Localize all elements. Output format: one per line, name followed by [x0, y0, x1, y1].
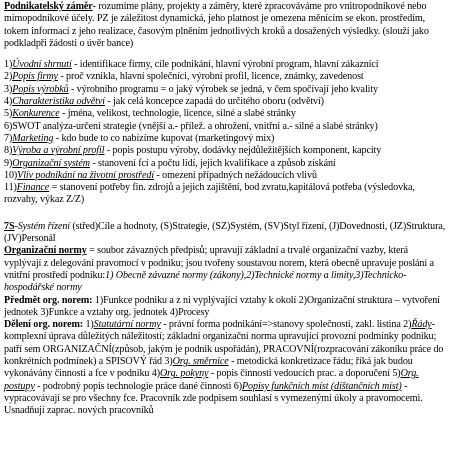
item-text: = stanovení potřeby fin. zdrojů a jejich zajištění, bod zvratu,kapitálová potřeba (výsledovka, rozvahy, výkaz Z/Z) — [4, 182, 415, 206]
subject-heading: Předmět org. norem: — [4, 294, 93, 306]
item-label: Vliv podnikání na životní prostředí — [17, 169, 155, 181]
item-text: SWOT analýza-určení strategie (vnější a.- přílež. a ohrožení, vnitřní a.- silné a slabé stránky) — [12, 120, 378, 132]
subject-text: 1)Funkce podniku a z ni vyplývající vztahy k okolí 2)Organizační struktura – vytvoření jednotek 3)Funkce a vztahy org. jednotek 4)Procesy — [4, 294, 440, 318]
org-norms-heading: Organizační normy — [4, 245, 87, 257]
plan-item-8 — [4, 145, 446, 157]
org-norms-list: 1) Obecně závazné normy (zákony),2)Technické normy a limity,3)Technicko-hospodářské normy — [4, 269, 407, 294]
item-text: - stanovení fcí a počtu lidí, jejich kvalifikace a způsob získání — [89, 157, 336, 169]
division-text: - metodická konkretizace řádu; říká jak budou vykonávány činnosti a fce v podniku 4) — [4, 356, 413, 380]
plan-item-10 — [4, 170, 446, 182]
item-number: 9) — [4, 157, 13, 169]
item-text: - popis postupu výroby, dodávky nejdůležitějších komponent, kapcity — [104, 145, 382, 157]
intro-section — [4, 0, 446, 50]
item-label: Marketing — [12, 132, 54, 144]
item-text: - výrobního programu = o jaký výrobek se jedná, v čem spočívají jeho kvality — [68, 83, 378, 95]
item-number: 3) — [4, 83, 13, 95]
item-label: Popis výrobků — [12, 83, 69, 95]
item-text: - omezení případných nežádoucích vlivů — [154, 169, 317, 181]
seven-s-text: (střed)Cíle a hodnoty, (S)Strategie, (SZ)Systém, (SV)Styl řízení, (J)Dovednosti, (JZ)Struktura, (JV)Personál — [4, 220, 446, 245]
seven-s-heading: 7S — [4, 220, 15, 232]
item-label: Konkurence — [12, 108, 60, 120]
item-label: Popis firmy — [12, 71, 58, 83]
intro-paragraph — [4, 1, 446, 50]
item-text: - identifikace firmy, cíle podnikání, hlavní výrobní program, hlavní zákazníci — [71, 59, 379, 71]
org-norms-text: = soubor závazných předpisů; upravují základní a trvalé organizační vazby, která vyplývají z delegování pravomocí v podniku; jsou tvořeny soustavou norem, která obecně upravuje poslání a vnitřní prostředí podniku: — [4, 245, 434, 281]
item-number: 10) — [4, 169, 18, 181]
item-number: 8) — [4, 145, 13, 157]
division-label: Org. směrnice — [172, 356, 229, 368]
plan-item-2 — [4, 71, 446, 83]
item-label: Charakteristika odvětví — [12, 96, 105, 108]
division-text: - vypracovávají se pro všechny fce. Pracovník zde podpisem souhlasí s vymezenými úkoly a pravomocemi. Usnadňují zaprac. nových pracovníků — [4, 380, 423, 417]
plan-item-4 — [4, 96, 446, 108]
item-number: 4) — [4, 96, 13, 108]
division-text: - právní forma podnikání=>stanovy společnosti, zakl. listina 2) — [160, 319, 412, 331]
division-label: Org. postupy — [4, 368, 419, 392]
plan-item-11 — [4, 182, 446, 207]
division-text: -komplexní úprava důležitých náležitostí; základní organizační norma upravující provozní podmínky podniku; patří sem ORGANIZAČNÍ(způsob, jakým je podnik uspořádán), PRACOVNÍ(rozpracování zákoníku práce do konkrétních podmínek) a SPISOVÝ řád 3) — [4, 319, 444, 368]
item-number: 2) — [4, 71, 13, 83]
division-label: Popisy funkčních míst (dištančních míst) — [241, 380, 402, 392]
plan-item-7 — [4, 133, 446, 145]
division-text: - popis činností vedoucích prac. a doporučení 5) — [208, 368, 401, 380]
division-text: 1) — [83, 319, 94, 331]
plan-item-5 — [4, 108, 446, 120]
item-number: 5) — [4, 108, 13, 120]
org-norms-paragraph — [4, 245, 446, 294]
seven-s-paragraph — [4, 221, 446, 246]
item-text: - jména, velikost, technologie, licence, silné a slabé stránky — [59, 108, 296, 120]
item-label: Finance — [16, 182, 50, 194]
item-label: Organizační systém — [12, 157, 90, 169]
item-number: 11) — [4, 182, 17, 194]
seven-s-label: -Systém řízení — [14, 220, 70, 232]
item-number: 6) — [4, 120, 13, 132]
item-text: - proč vznikla, hlavní společníci, výrobní profil, licence, známky, zavedenost — [57, 71, 364, 83]
division-label: Org. pokyny — [159, 368, 209, 380]
spacer — [4, 207, 446, 221]
plan-items — [4, 59, 446, 207]
plan-item-3 — [4, 84, 446, 96]
division-heading: Dělení org. norem: — [4, 319, 84, 331]
division-text: - podrobný popis technologie práce dané činnosti 6) — [34, 380, 242, 392]
division-paragraph — [4, 319, 446, 417]
intro-heading: Podnikatelský záměr — [4, 1, 93, 12]
item-text: - kdo bude to co nabízíme kupovat (marketingový mix) — [53, 132, 275, 144]
item-label: Výroba a výrobní profil — [12, 145, 105, 157]
plan-item-1 — [4, 59, 446, 71]
division-label: Řády — [411, 319, 432, 331]
plan-item-6 — [4, 121, 446, 133]
item-number: 1) — [4, 59, 13, 71]
item-label: Úvodní shrnutí — [12, 59, 72, 71]
division-label: Statutární normy — [93, 319, 161, 331]
management-section — [4, 221, 446, 418]
intro-text: - rozumíme plány, projekty a záměry, které zpracováváme pro vnitropodnikové nebo mimopodnikové účely. PZ je záležitost dynamická, jeho platnost je omezena měnícím se ekon. prostředím, tokem informací z jeho realizace, časovým plněním jednotlivých kroků a dosažených výsledky. (slouží jako podkladpři žádosti o úvěr bance) — [4, 1, 429, 49]
plan-item-9 — [4, 158, 446, 170]
spacer — [4, 50, 446, 59]
subject-paragraph — [4, 295, 446, 320]
item-number: 7) — [4, 132, 13, 144]
item-text: - jak celá koncepce zapadá do určitého oboru (odvětví) — [104, 96, 324, 108]
